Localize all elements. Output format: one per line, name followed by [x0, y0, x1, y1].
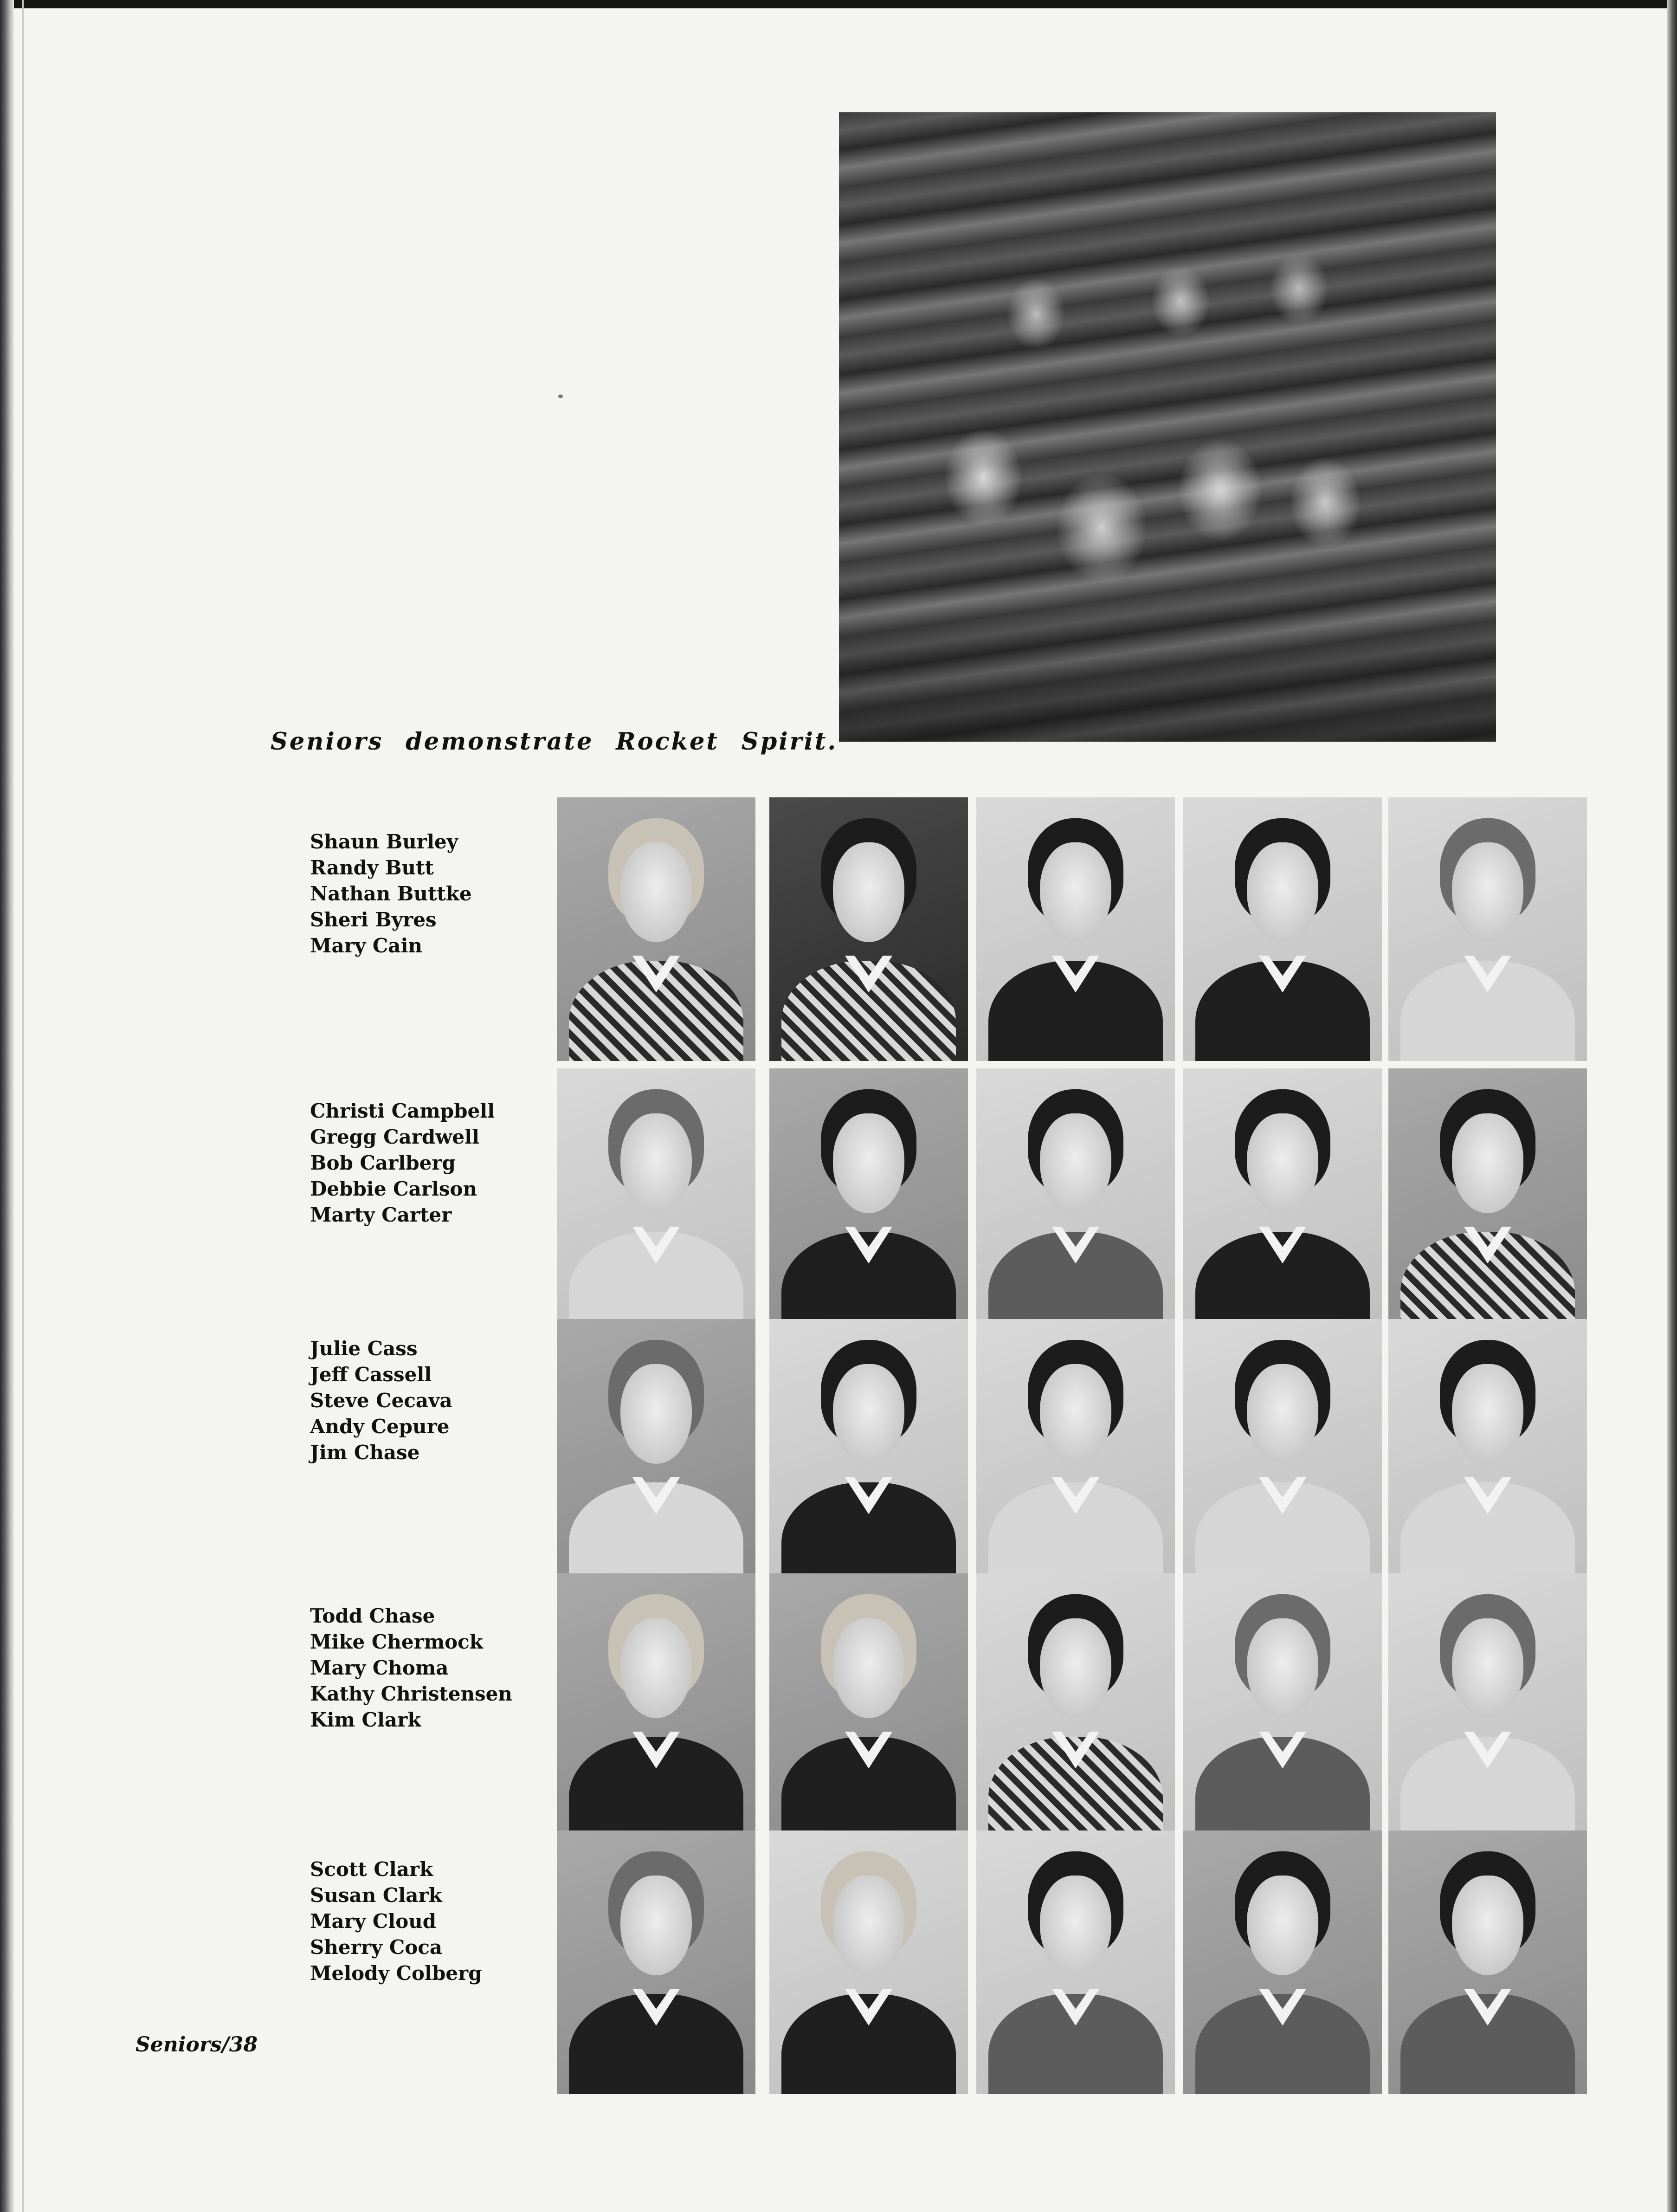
student-name: Randy Butt — [310, 856, 434, 879]
student-name: Susan Clark — [310, 1884, 442, 1907]
portrait-row-1 — [557, 797, 1536, 1061]
portrait-photo — [1388, 1830, 1587, 2094]
student-name: Kathy Christensen — [310, 1682, 512, 1705]
student-name: Debbie Carlson — [310, 1177, 477, 1200]
student-name: Mary Cain — [310, 934, 422, 957]
portrait-photo — [769, 1830, 968, 2094]
name-list-row-5 — [310, 1856, 482, 1986]
photo-caption: Seniors demonstrate Rocket Spirit. — [271, 728, 838, 756]
student-name: Steve Cecava — [310, 1389, 452, 1412]
portrait-photo — [557, 1319, 755, 1583]
portrait-photo — [769, 797, 968, 1061]
student-name: Andy Cepure — [310, 1415, 450, 1438]
student-name: Jeff Cassell — [310, 1363, 432, 1386]
student-name: Sheri Byres — [310, 908, 437, 931]
page-edge-right — [1667, 0, 1677, 2212]
portrait-photo — [976, 1319, 1175, 1583]
portrait-photo — [769, 1573, 968, 1837]
student-name: Jim Chase — [310, 1441, 420, 1464]
student-name: Julie Cass — [310, 1337, 418, 1360]
portrait-photo — [769, 1068, 968, 1332]
portrait-row-5 — [557, 1830, 1536, 2094]
student-name: Bob Carlberg — [310, 1151, 456, 1174]
portrait-photo — [1388, 1573, 1587, 1837]
portrait-photo — [976, 1830, 1175, 2094]
portrait-photo — [1183, 797, 1382, 1061]
portrait-photo — [1183, 1573, 1382, 1837]
student-name: Sherry Coca — [310, 1936, 443, 1959]
portrait-photo — [976, 1068, 1175, 1332]
portrait-row-4 — [557, 1573, 1536, 1837]
portrait-photo — [1183, 1068, 1382, 1332]
portrait-photo — [1388, 1068, 1587, 1332]
student-name: Melody Colberg — [310, 1962, 482, 1985]
student-name: Shaun Burley — [310, 830, 458, 853]
portrait-photo — [769, 1319, 968, 1583]
student-name: Gregg Cardwell — [310, 1125, 479, 1148]
portrait-photo — [557, 797, 755, 1061]
student-name: Scott Clark — [310, 1858, 433, 1881]
portrait-photo — [1388, 797, 1587, 1061]
student-name: Mary Cloud — [310, 1910, 437, 1933]
portrait-photo — [557, 1830, 755, 2094]
page-footer: Seniors/38 — [135, 2033, 258, 2057]
page-margin-line — [22, 0, 24, 2212]
portrait-photo — [1388, 1319, 1587, 1583]
page-binding-edge — [0, 0, 14, 2212]
student-name: Nathan Buttke — [310, 882, 472, 905]
page-edge-top — [0, 0, 1677, 8]
print-speck — [558, 395, 563, 398]
student-name: Mary Choma — [310, 1656, 449, 1679]
portrait-photo — [1183, 1319, 1382, 1583]
portrait-photo — [1183, 1830, 1382, 2094]
student-name: Christi Campbell — [310, 1100, 495, 1122]
name-list-row-3 — [310, 1336, 452, 1466]
student-name: Todd Chase — [310, 1604, 435, 1627]
crowd-photo — [839, 112, 1496, 742]
student-name: Mike Chermock — [310, 1630, 483, 1653]
portrait-photo — [557, 1068, 755, 1332]
name-list-row-1 — [310, 829, 472, 959]
portrait-row-2 — [557, 1068, 1536, 1332]
portrait-row-3 — [557, 1319, 1536, 1583]
portrait-photo — [976, 1573, 1175, 1837]
student-name: Marty Carter — [310, 1203, 452, 1226]
name-list-row-4 — [310, 1603, 512, 1733]
portrait-photo — [976, 797, 1175, 1061]
portrait-photo — [557, 1573, 755, 1837]
name-list-row-2 — [310, 1098, 495, 1228]
student-name: Kim Clark — [310, 1708, 421, 1731]
